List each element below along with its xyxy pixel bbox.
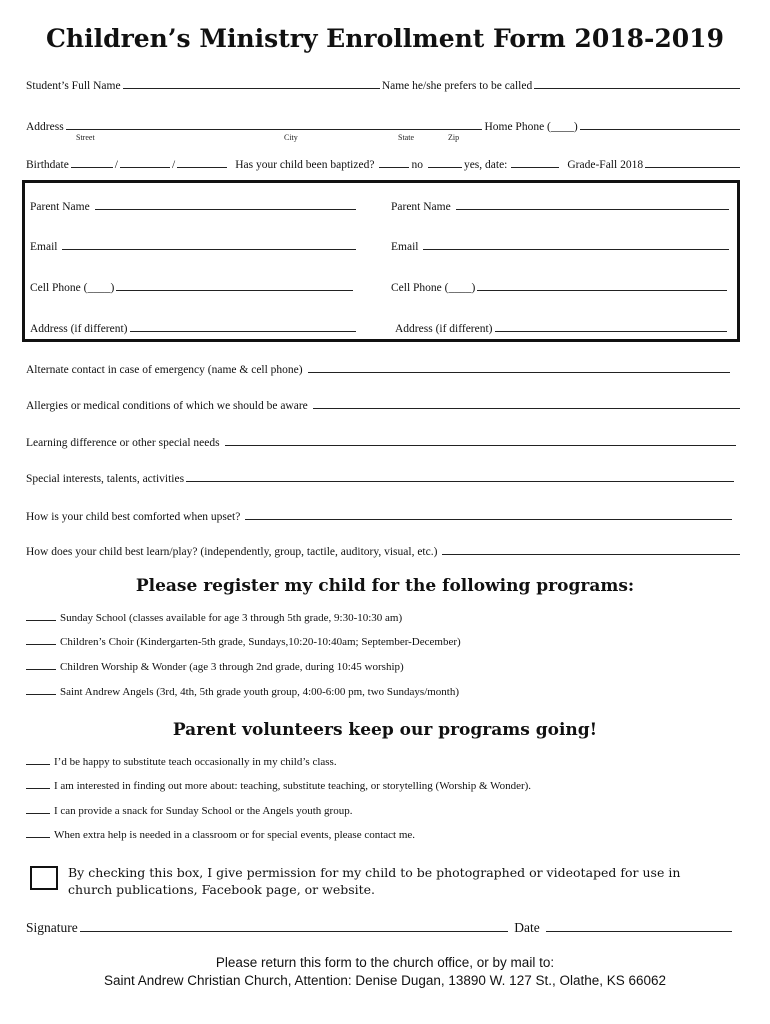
comforted-label: How is your child best comforted when upset? xyxy=(26,511,241,523)
birth-day-field[interactable] xyxy=(120,157,170,168)
student-name-row xyxy=(26,78,742,92)
program-item xyxy=(26,660,404,673)
program-item xyxy=(26,685,459,698)
baptized-no-label: no xyxy=(411,159,423,171)
parent1-cell-field[interactable] xyxy=(116,280,353,291)
grade-label: Grade-Fall 2018 xyxy=(567,159,644,171)
allergies-field[interactable] xyxy=(313,398,740,409)
parent1-address-row xyxy=(30,321,358,335)
parent1-cell-row xyxy=(30,280,355,294)
comforted-field[interactable] xyxy=(245,509,732,520)
parent1-address-label: Address (if different) xyxy=(30,323,128,335)
allergies-label: Allergies or medical conditions of which we should be aware xyxy=(26,400,308,412)
learning-difference-field[interactable] xyxy=(225,435,736,446)
interested-checkbox[interactable] xyxy=(26,779,50,789)
parent1-name-row xyxy=(30,199,358,213)
parent1-name-label: Parent Name xyxy=(30,201,90,213)
question-row xyxy=(26,544,742,558)
snack-label: I can provide a snack for Sunday School or the Angels youth group. xyxy=(54,805,353,817)
baptism-date-field[interactable] xyxy=(511,157,559,168)
street-hint: Street xyxy=(76,133,95,142)
baptized-label: Has your child been baptized? xyxy=(235,159,375,171)
volunteer-item xyxy=(26,755,337,768)
learn-play-field[interactable] xyxy=(442,544,740,555)
parent2-email-field[interactable] xyxy=(423,239,729,250)
signature-row xyxy=(26,919,734,936)
student-full-name-label: Student’s Full Name xyxy=(26,80,121,92)
sunday-school-checkbox[interactable] xyxy=(26,611,56,621)
parent2-cell-row xyxy=(391,280,729,294)
parent2-name-label: Parent Name xyxy=(391,201,451,213)
parent2-address-label: Address (if different) xyxy=(395,323,493,335)
baptized-no-blank[interactable] xyxy=(379,157,409,168)
worship-wonder-checkbox[interactable] xyxy=(26,660,56,670)
grade-field[interactable] xyxy=(645,157,740,168)
parent1-cell-label: Cell Phone (____) xyxy=(30,282,115,294)
photo-consent-checkbox[interactable] xyxy=(30,866,58,890)
question-row xyxy=(26,362,732,376)
question-row xyxy=(26,398,742,412)
birthdate-row xyxy=(26,157,742,171)
parent1-name-field[interactable] xyxy=(95,199,356,210)
interested-label: I am interested in finding out more about: teaching, substitute teaching, or storytelling (Worship & Wonder). xyxy=(54,780,532,792)
baptized-yes-blank[interactable] xyxy=(428,157,462,168)
program-item xyxy=(26,635,461,648)
volunteer-item xyxy=(26,804,352,817)
parent2-name-row xyxy=(391,199,731,213)
extra-help-label: When extra help is needed in a classroom or for special events, please contact me. xyxy=(54,829,416,841)
parent2-name-field[interactable] xyxy=(456,199,729,210)
question-row xyxy=(26,471,736,485)
angels-label: Saint Andrew Angels (3rd, 4th, 5th grade youth group, 4:00-6:00 pm, two Sundays/month) xyxy=(60,686,460,698)
signature-field[interactable] xyxy=(80,919,508,932)
return-instructions: Please return this form to the church office, or by mail to: xyxy=(215,955,555,970)
volunteer-item xyxy=(26,828,415,841)
state-hint: State xyxy=(398,133,414,142)
emergency-contact-field[interactable] xyxy=(308,362,730,373)
parent1-address-field[interactable] xyxy=(130,321,356,332)
substitute-teach-checkbox[interactable] xyxy=(26,755,50,765)
preferred-name-field[interactable] xyxy=(534,78,740,89)
photo-consent-text: By checking this box, I give permission for my child to be photographed or videotaped for use in church publications, Facebook page, or website. xyxy=(68,865,681,897)
angels-checkbox[interactable] xyxy=(26,685,56,695)
snack-checkbox[interactable] xyxy=(26,804,50,814)
interests-label: Special interests, talents, activities xyxy=(26,473,185,485)
worship-wonder-label: Children Worship & Wonder (age 3 through 2nd grade, during 10:45 worship) xyxy=(60,661,404,673)
date-label: Date xyxy=(514,920,540,935)
home-phone-field[interactable] xyxy=(580,119,740,130)
parent2-email-label: Email xyxy=(391,241,419,253)
volunteer-item xyxy=(26,779,531,792)
home-phone-label: Home Phone (____) xyxy=(484,121,578,133)
date-field[interactable] xyxy=(546,919,732,932)
parent1-email-field[interactable] xyxy=(62,239,356,250)
question-row xyxy=(26,509,734,523)
address-field[interactable] xyxy=(66,119,483,130)
parent1-email-row xyxy=(30,239,358,253)
student-full-name-field[interactable] xyxy=(123,78,380,89)
birth-year-field[interactable] xyxy=(177,157,227,168)
zip-hint: Zip xyxy=(448,133,460,142)
parent2-address-field[interactable] xyxy=(495,321,727,332)
childrens-choir-checkbox[interactable] xyxy=(26,635,56,645)
birthdate-separator: / xyxy=(114,159,118,171)
program-item xyxy=(26,611,402,624)
learning-difference-label: Learning difference or other special needs xyxy=(26,437,220,449)
substitute-teach-label: I’d be happy to substitute teach occasionally in my child’s class. xyxy=(54,756,337,768)
interests-field[interactable] xyxy=(186,471,734,482)
parent2-cell-label: Cell Phone (____) xyxy=(391,282,476,294)
extra-help-checkbox[interactable] xyxy=(26,828,50,838)
question-row xyxy=(26,435,738,449)
emergency-contact-label: Alternate contact in case of emergency (name & cell phone) xyxy=(26,364,303,376)
parent2-address-row xyxy=(395,321,729,335)
birthdate-label: Birthdate xyxy=(26,159,69,171)
learn-play-label: How does your child best learn/play? (independently, group, tactile, auditory, visual, etc.) xyxy=(26,546,438,558)
parent2-email-row xyxy=(391,239,731,253)
volunteers-heading: Parent volunteers keep our programs going! xyxy=(172,720,598,740)
programs-heading: Please register my child for the following programs: xyxy=(135,576,635,596)
parent1-email-label: Email xyxy=(30,241,58,253)
preferred-name-label: Name he/she prefers to be called xyxy=(381,80,533,92)
birthdate-separator: / xyxy=(172,159,176,171)
city-hint: City xyxy=(284,133,298,142)
address-row xyxy=(26,119,742,133)
parent2-cell-field[interactable] xyxy=(477,280,727,291)
address-label: Address xyxy=(26,121,64,133)
form-title: Children’s Ministry Enrollment Form 2018-2019 xyxy=(46,24,724,53)
sunday-school-label: Sunday School (classes available for age 3 through 5th grade, 9:30-10:30 am) xyxy=(60,612,403,624)
signature-label: Signature xyxy=(26,920,78,935)
baptized-yes-label: yes, date: xyxy=(463,159,508,171)
mailing-address: Saint Andrew Christian Church, Attention: Denise Dugan, 13890 W. 127 St., Olathe, KS 66062 xyxy=(103,973,667,988)
childrens-choir-label: Children’s Choir (Kindergarten-5th grade, Sundays,10:20-10:40am; September-December) xyxy=(60,636,461,648)
birth-month-field[interactable] xyxy=(71,157,113,168)
